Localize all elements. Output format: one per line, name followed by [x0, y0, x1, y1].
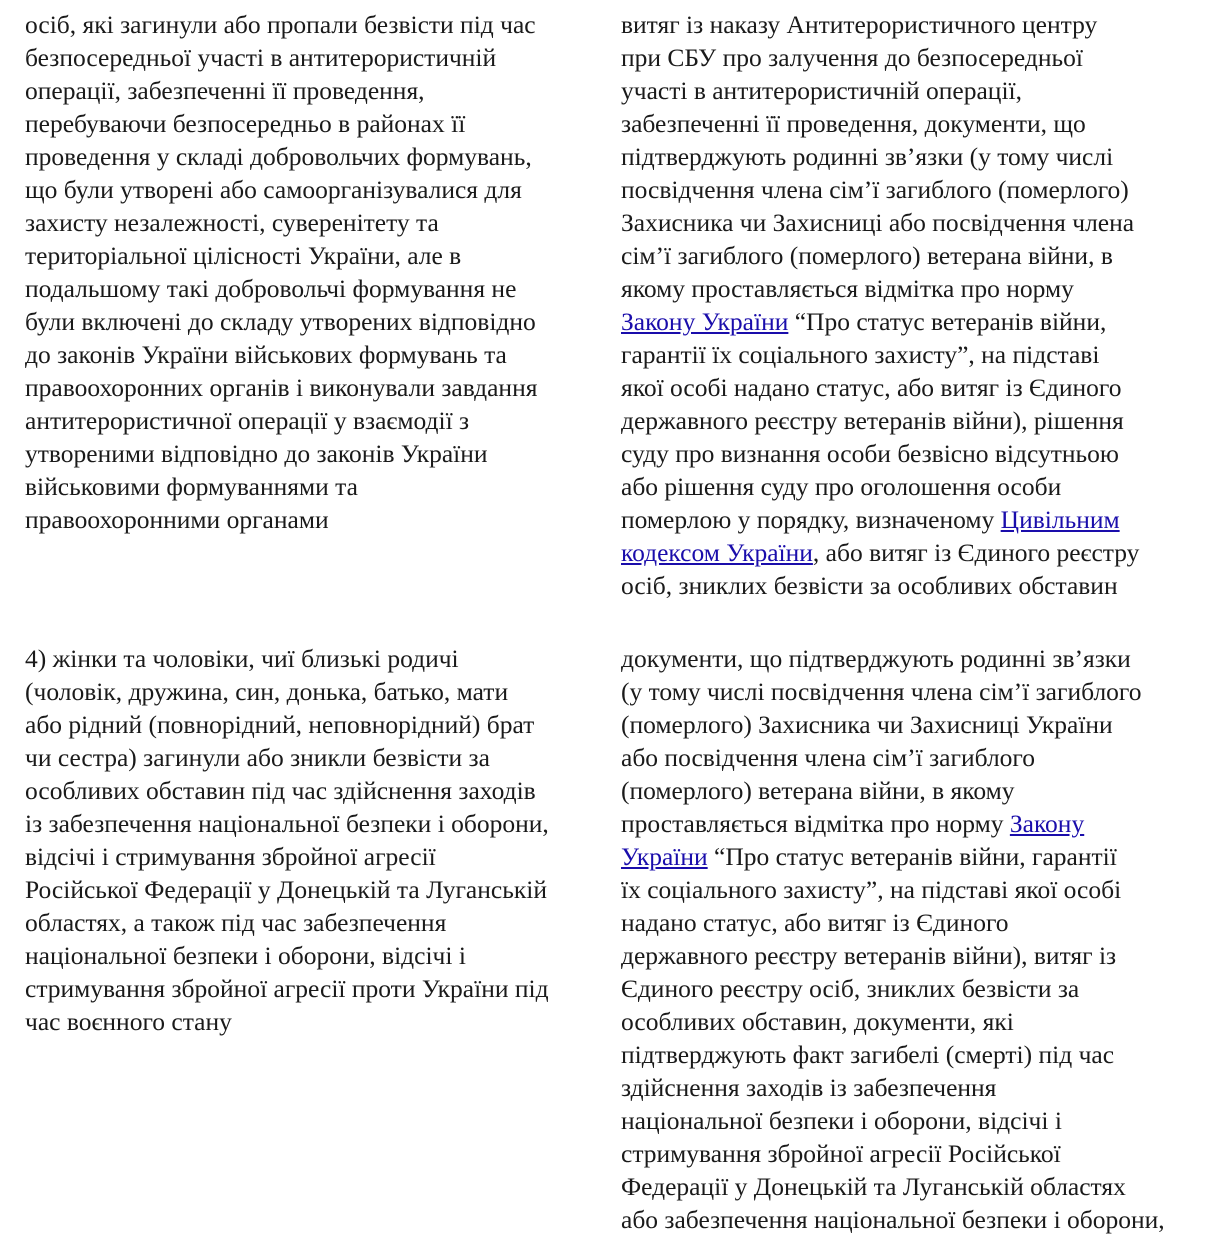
text-line: (померлого) Захисника чи Захисниці України: [621, 710, 1113, 739]
text-line: документи, що підтверджують родинні зв’язки: [621, 644, 1131, 673]
text-line: час воєнного стану: [25, 1007, 232, 1036]
law-veterans-status-link[interactable]: Закону України: [621, 307, 789, 336]
text-line: особливих обставин під час здійснення заходів: [25, 776, 536, 805]
civil-code-link-part-2[interactable]: кодексом України: [621, 538, 813, 567]
text-line: стримування збройної агресії Російської: [621, 1139, 1061, 1168]
text-line: [621, 503, 1211, 536]
text-line: національної безпеки і оборони, відсічі і: [621, 1106, 1062, 1135]
text-line: [621, 536, 1211, 569]
text-line: гарантії їх соціального захисту”, на підставі: [621, 340, 1100, 369]
text-line: витяг із наказу Антитерористичного центру: [621, 10, 1098, 39]
text-line: проведення у складі добровольчих формувань,: [25, 142, 532, 171]
text-line: підтверджують факт загибелі (смерті) під час: [621, 1040, 1115, 1069]
text-line: при СБУ про залучення до безпосередньої: [621, 43, 1083, 72]
text-fragment: “Про статус ветеранів війни,: [788, 307, 1107, 336]
text-line: здійснення заходів із забезпечення: [621, 1073, 997, 1102]
text-line: із забезпечення національної безпеки і оборони,: [25, 809, 549, 838]
text-line: стримування збройної агресії проти України під: [25, 974, 549, 1003]
text-line: осіб, які загинули або пропали безвісти під час: [25, 10, 536, 39]
text-line: [621, 840, 1211, 873]
text-line: Федерації у Донецькій та Луганській областях: [621, 1172, 1126, 1201]
civil-code-link-part-1[interactable]: Цивільним: [1000, 505, 1120, 534]
text-line: суду про визнання особи безвісно відсутньою: [621, 439, 1119, 468]
law-veterans-status-link-part-2[interactable]: України: [621, 842, 708, 871]
text-line: якому проставляється відмітка про норму: [621, 274, 1074, 303]
text-line: Захисника чи Захисниці або посвідчення члена: [621, 208, 1135, 237]
text-line: захисту незалежності, суверенітету та: [25, 208, 439, 237]
text-line: правоохоронних органів і виконували завдання: [25, 373, 538, 402]
row-2-category-text: [25, 642, 620, 1038]
text-line: [621, 305, 1211, 338]
text-line: якої особі надано статус, або витяг із Єдиного: [621, 373, 1122, 402]
text-line: посвідчення члена сім’ї загиблого (померлого): [621, 175, 1129, 204]
text-line: Єдиного реєстру осіб, зниклих безвісти за: [621, 974, 1080, 1003]
row-2-documents-text: [621, 642, 1211, 1236]
text-line: або посвідчення члена сім’ї загиблого: [621, 743, 1035, 772]
text-line: сім’ї загиблого (померлого) ветерана війни, в: [621, 241, 1113, 270]
text-fragment: померлою у порядку, визначеному: [621, 505, 1001, 534]
text-line: або забезпечення національної безпеки і оборони,: [621, 1205, 1165, 1234]
text-line: 4) жінки та чоловіки, чиї близькі родичі: [25, 644, 459, 673]
text-line: (у тому числі посвідчення члена сім’ї загиблого: [621, 677, 1142, 706]
text-line: операції, забезпеченні її проведення,: [25, 76, 425, 105]
text-line: або рідний (повнорідний, неповнорідний) брат: [25, 710, 535, 739]
text-line: відсічі і стримування збройної агресії: [25, 842, 436, 871]
text-line: участі в антитерористичній операції,: [621, 76, 1023, 105]
text-fragment: , або витяг із Єдиного реєстру: [812, 538, 1140, 567]
text-line: були включені до складу утворених відповідно: [25, 307, 536, 336]
text-line: (чоловік, дружина, син, донька, батько, мати: [25, 677, 509, 706]
text-line: перебуваючи безпосередньо в районах її: [25, 109, 466, 138]
text-line: областях, а також під час забезпечення: [25, 908, 447, 937]
text-line: чи сестра) загинули або зникли безвісти за: [25, 743, 490, 772]
text-line: державного реєстру ветеранів війни), витяг із: [621, 941, 1117, 970]
text-line: подальшому такі добровольчі формування не: [25, 274, 517, 303]
text-line: забезпеченні її проведення, документи, що: [621, 109, 1086, 138]
text-line: безпосередньої участі в антитерористичній: [25, 43, 497, 72]
law-veterans-status-link-part-1[interactable]: Закону: [1009, 809, 1085, 838]
text-line: національної безпеки і оборони, відсічі і: [25, 941, 466, 970]
text-line: військовими формуваннями та: [25, 472, 358, 501]
text-line: територіальної цілісності України, але в: [25, 241, 462, 270]
text-line: утвореними відповідно до законів України: [25, 439, 488, 468]
text-line: (померлого) ветерана війни, в якому: [621, 776, 1015, 805]
row-1-category-text: [25, 8, 620, 536]
text-line: антитерористичної операції у взаємодії з: [25, 406, 470, 435]
text-line: що були утворені або самоорганізувалися для: [25, 175, 522, 204]
text-line: правоохоронними органами: [25, 505, 329, 534]
text-line: або рішення суду про оголошення особи: [621, 472, 1062, 501]
text-line: підтверджують родинні зв’язки (у тому числі: [621, 142, 1114, 171]
text-line: до законів України військових формувань та: [25, 340, 507, 369]
row-1-documents-text: [621, 8, 1211, 602]
text-line: державного реєстру ветеранів війни), рішення: [621, 406, 1124, 435]
text-line: [621, 807, 1211, 840]
text-line: Російської Федерації у Донецькій та Луганській: [25, 875, 547, 904]
text-line: їх соціального захисту”, на підставі якої особі: [621, 875, 1122, 904]
text-fragment: “Про статус ветеранів війни, гарантії: [707, 842, 1117, 871]
text-line: особливих обставин, документи, які: [621, 1007, 1014, 1036]
text-fragment: проставляється відмітка про норму: [621, 809, 1010, 838]
text-line: надано статус, або витяг із Єдиного: [621, 908, 1009, 937]
text-line: осіб, зниклих безвісти за особливих обставин: [621, 571, 1118, 600]
